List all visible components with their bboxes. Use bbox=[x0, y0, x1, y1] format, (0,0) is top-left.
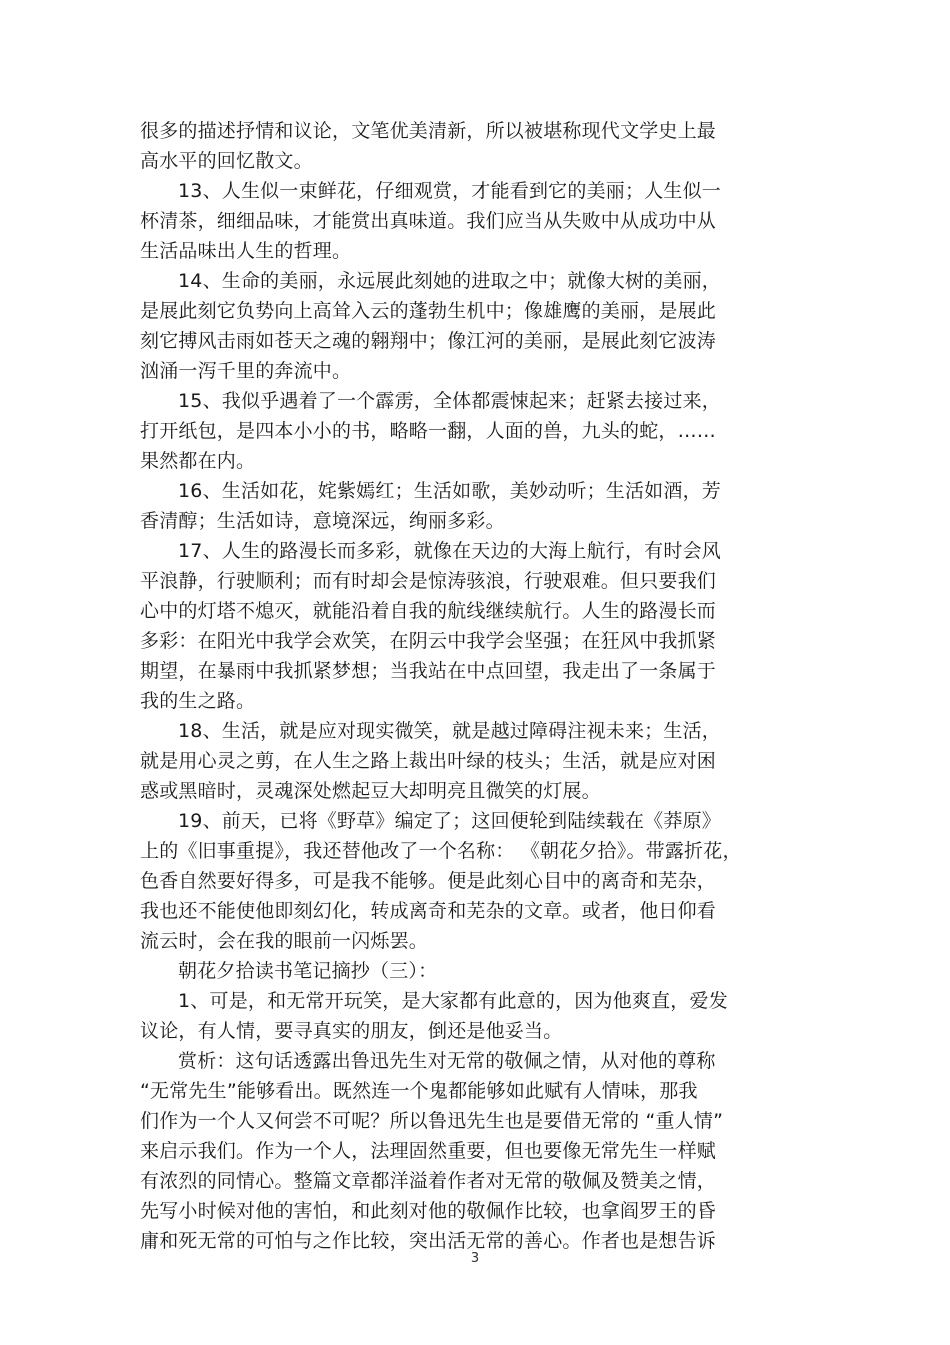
text-line: 就是用心灵之剪，在人生之路上裁出叶绿的枝头；生活，就是应对困 bbox=[140, 750, 717, 772]
text-line: 议论，有人情，要寻真实的朋友，倒还是他妥当。 bbox=[140, 1020, 563, 1042]
text-line: 期望，在暴雨中我抓紧梦想；当我站在中点回望，我走出了一条属于 bbox=[140, 660, 717, 682]
text-line: 我也还不能使他即刻幻化，转成离奇和芜杂的文章。或者，他日仰看 bbox=[140, 900, 717, 922]
text-line: 打开纸包，是四本小小的书，略略一翻，人面的兽，九头的蛇，…… bbox=[140, 420, 717, 442]
paragraph-16-line: 16、生活如花，姹紫嫣红；生活如歌，美妙动听；生活如酒，芳 bbox=[178, 480, 721, 502]
text-line: 有浓烈的同情心。整篇文章都洋溢着作者对无常的敬佩及赞美之情， bbox=[140, 1170, 717, 1192]
text-line: 惑或黑暗时，灵魂深处燃起豆大却明亮且微笑的灯展。 bbox=[140, 780, 601, 802]
text-line: 平浪静，行驶顺利；而有时却会是惊涛骇浪，行驶艰难。但只要我们 bbox=[140, 570, 717, 592]
text-line: 很多的描述抒情和议论，文笔优美清新，所以被堪称现代文学史上最 bbox=[140, 120, 717, 142]
section-heading: 朝花夕拾读书笔记摘抄（三）： bbox=[178, 960, 438, 982]
paragraph-15-line: 15、我似乎遇着了一个霹雳，全体都震悚起来；赶紧去接过来， bbox=[178, 390, 721, 412]
paragraph-14-line: 14、生命的美丽，永远展此刻她的进取之中；就像大树的美丽， bbox=[178, 270, 721, 292]
text-line: 多彩：在阳光中我学会欢笑，在阴云中我学会坚强；在狂风中我抓紧 bbox=[140, 630, 717, 652]
text-line: 高水平的回忆散文。 bbox=[140, 150, 313, 172]
text-line: 杯清茶，细细品味，才能赏出真味道。我们应当从失败中从成功中从 bbox=[140, 210, 717, 232]
text-line: “无常先生”能够看出。既然连一个鬼都能够如此赋有人情味，那我 bbox=[140, 1080, 698, 1102]
page-number: 3 bbox=[470, 1251, 480, 1266]
text-line: 色香自然要好得多，可是我不能够。便是此刻心目中的离奇和芜杂， bbox=[140, 870, 717, 892]
text-line: 我的生之路。 bbox=[140, 690, 256, 712]
text-line: 流云时，会在我的眼前一闪烁罢。 bbox=[140, 930, 429, 952]
excerpt-1-line: 1、可是，和无常开玩笑，是大家都有此意的，因为他爽直，爱发 bbox=[178, 990, 728, 1012]
paragraph-18-line: 18、生活，就是应对现实微笑，就是越过障碍注视未来；生活， bbox=[178, 720, 721, 742]
text-line: 来启示我们。作为一个人，法理固然重要，但也要像无常先生一样赋 bbox=[140, 1140, 717, 1162]
text-line: 们作为一个人又何尝不可呢？所以鲁迅先生也是要借无常的 “重人情” bbox=[140, 1110, 724, 1132]
text-line: 先写小时候对他的害怕，和此刻对他的敬佩作比较，也拿阎罗王的昏 bbox=[140, 1200, 717, 1222]
paragraph-17-line: 17、人生的路漫长而多彩，就像在天边的大海上航行，有时会风 bbox=[178, 540, 721, 562]
text-line: 庸和死无常的可怕与之作比较，突出活无常的善心。作者也是想告诉 bbox=[140, 1230, 717, 1252]
paragraph-19-line: 19、前天，已将《野草》编定了；这回便轮到陆续载在《莽原》 bbox=[178, 810, 721, 832]
analysis-line: 赏析：这句话透露出鲁迅先生对无常的敬佩之情，从对他的尊称 bbox=[178, 1050, 716, 1072]
text-line: 心中的灯塔不熄灭，就能沿着自我的航线继续航行。人生的路漫长而 bbox=[140, 600, 717, 622]
text-line: 果然都在内。 bbox=[140, 450, 256, 472]
text-line: 刻它搏风击雨如苍天之魂的翱翔中；像江河的美丽，是展此刻它波涛 bbox=[140, 330, 717, 352]
text-line: 生活品味出人生的哲理。 bbox=[140, 240, 352, 262]
text-line: 是展此刻它负势向上高耸入云的蓬勃生机中；像雄鹰的美丽，是展此 bbox=[140, 300, 717, 322]
text-line: 汹涌一泻千里的奔流中。 bbox=[140, 360, 352, 382]
text-line: 香清醇；生活如诗，意境深远，绚丽多彩。 bbox=[140, 510, 505, 532]
paragraph-13-line: 13、人生似一束鲜花，仔细观赏，才能看到它的美丽；人生似一 bbox=[178, 180, 721, 202]
text-line: 上的《旧事重提》，我还替他改了一个名称： 《朝花夕拾》。带露折花， bbox=[140, 840, 742, 862]
